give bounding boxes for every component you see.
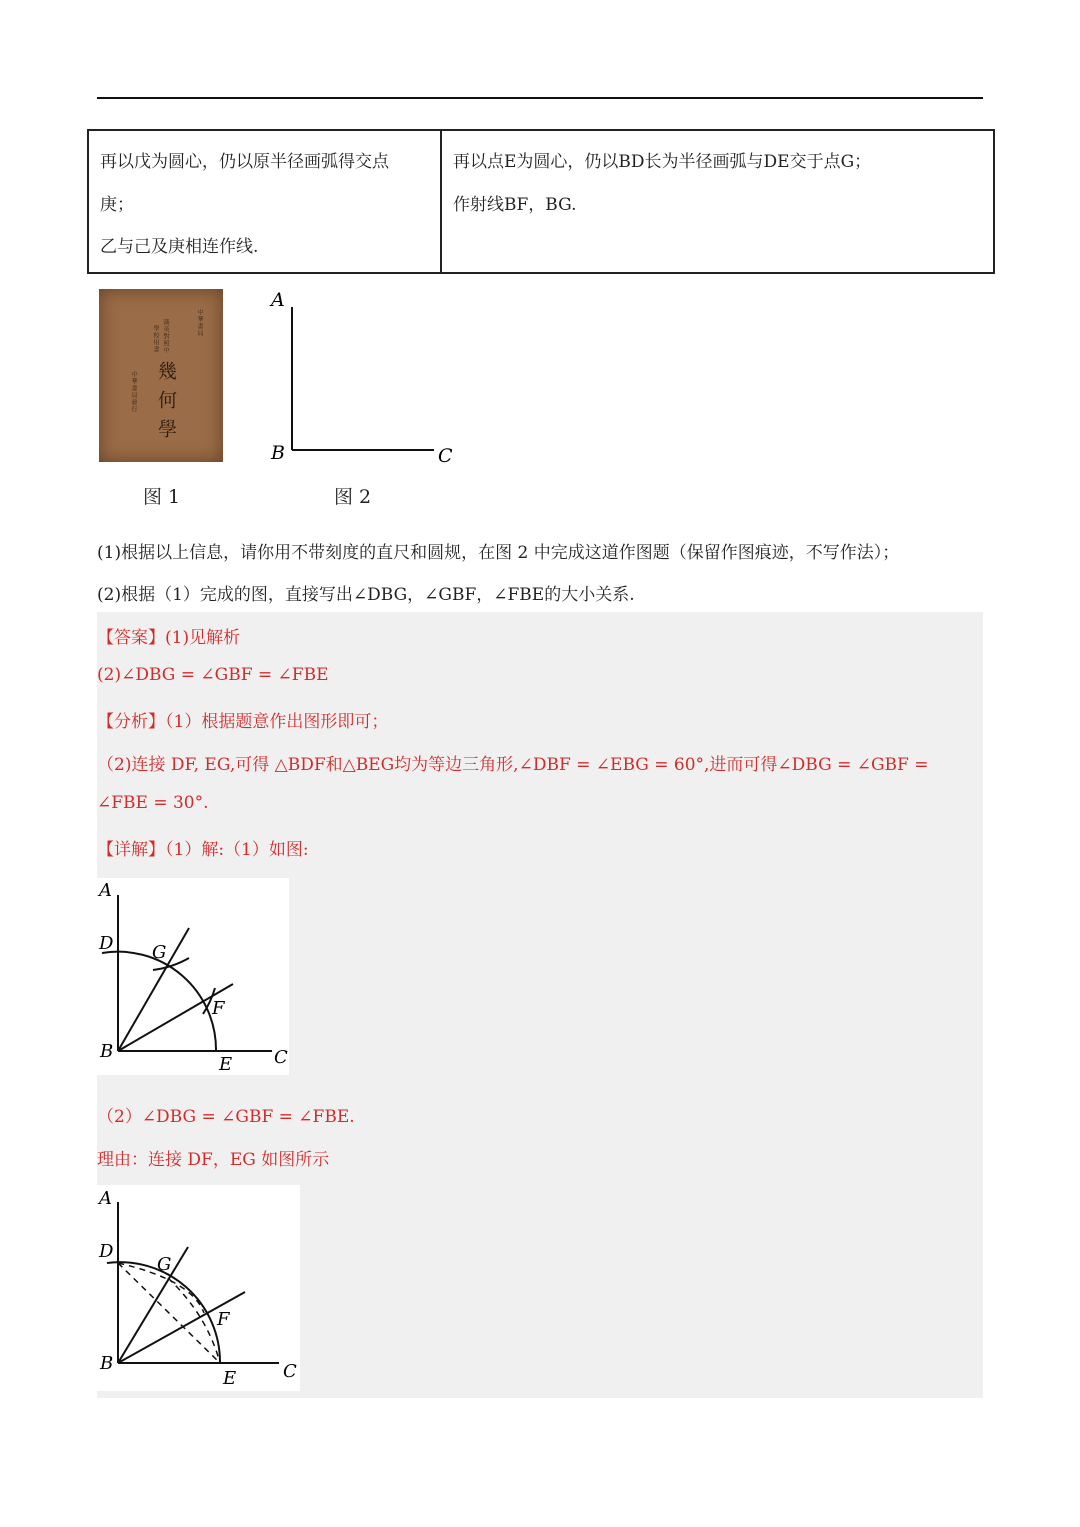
label-b: B — [100, 1041, 114, 1062]
analysis-line-3: ∠FBE = 30°. — [97, 793, 209, 813]
label-e: E — [219, 1054, 233, 1075]
table-left-line-3: 乙与己及庚相连作线. — [100, 237, 259, 257]
book-side-text: 中華書局 — [196, 309, 203, 337]
book-publisher: 中華書局發行 — [130, 371, 137, 413]
label-e: E — [223, 1368, 237, 1389]
ray-bg — [118, 1247, 188, 1363]
construction-figure-1 — [97, 878, 289, 1075]
table-right-line-1: 再以点E为圆心，仍以BD长为半径画弧与DE交于点G； — [453, 152, 872, 172]
analysis-line-2: （2)连接 DF, EG,可得 △BDF和△BEG均为等边三角形,∠DBF = ∠EBG = 60°,进而可得∠DBG = ∠GBF = — [97, 755, 929, 775]
book-side-text: 漢英對照中 — [162, 319, 169, 354]
book-title: 幾何學 — [155, 361, 177, 448]
table-cell-left — [89, 131, 442, 272]
book-side-text: 學校用書 — [152, 325, 159, 353]
label-b: B — [100, 1353, 114, 1374]
label-d: D — [99, 933, 114, 954]
table-left-line-2: 庚； — [100, 195, 134, 215]
point-label-c: C — [438, 445, 453, 467]
label-g: G — [157, 1254, 172, 1275]
question-1: (1)根据以上信息，请你用不带刻度的直尺和圆规，在图 2 中完成这道作图题（保留作图痕迹，不写作法）； — [97, 543, 900, 563]
label-f: F — [212, 998, 225, 1019]
figure-2-right-angle — [262, 285, 462, 470]
point-label-a: A — [271, 289, 285, 311]
table-left-line-1: 再以戊为圆心，仍以原半径画弧得交点 — [100, 152, 389, 172]
header-rule — [97, 97, 983, 99]
answer-line-2: (2)∠DBG = ∠GBF = ∠FBE — [97, 665, 329, 685]
point-label-b: B — [271, 442, 285, 464]
label-d: D — [99, 1241, 114, 1262]
label-c: C — [283, 1361, 297, 1382]
label-f: F — [217, 1309, 230, 1330]
caption-figure-2: 图 2 — [334, 486, 372, 508]
analysis-line-1: 【分析】（1）根据题意作出图形即可； — [97, 712, 389, 732]
arc-de — [102, 952, 216, 1051]
table-cell-right — [442, 131, 993, 272]
table-right-line-2: 作射线BF，BG. — [453, 195, 577, 215]
label-a: A — [99, 880, 112, 901]
label-g: G — [152, 942, 167, 963]
label-c: C — [274, 1047, 288, 1068]
geometry-book-image — [99, 289, 223, 462]
reason-line: 理由：连接 DF，EG 如图所示 — [97, 1150, 330, 1170]
question-2: (2)根据（1）完成的图，直接写出∠DBG，∠GBF，∠FBE的大小关系. — [97, 585, 635, 605]
part-2-answer: （2）∠DBG = ∠GBF = ∠FBE. — [97, 1107, 355, 1127]
detail-heading: 【详解】（1）解:（1）如图: — [97, 840, 309, 860]
label-a: A — [99, 1188, 112, 1209]
construction-figure-2 — [97, 1185, 300, 1391]
answer-line-1: 【答案】(1)见解析 — [97, 628, 241, 648]
method-table — [87, 129, 995, 274]
caption-figure-1: 图 1 — [143, 486, 181, 508]
